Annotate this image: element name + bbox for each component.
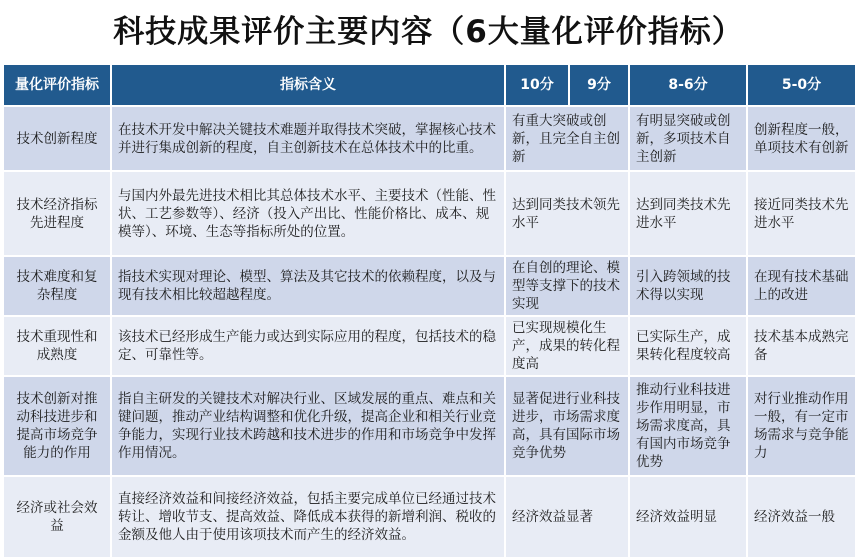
row-score-low: 技术基本成熟完备 bbox=[748, 317, 855, 375]
table-row bbox=[4, 172, 855, 255]
row-score-high: 有重大突破或创新，且完全自主创新 bbox=[506, 107, 628, 170]
table-row bbox=[4, 257, 855, 315]
table-row bbox=[4, 107, 855, 170]
row-label: 技术创新程度 bbox=[4, 107, 110, 170]
row-score-mid: 经济效益明显 bbox=[630, 477, 746, 557]
header-meaning: 指标含义 bbox=[112, 65, 504, 105]
row-meaning: 指技术实现对理论、模型、算法及其它技术的依赖程度，以及与现有技术相比较超越程度。 bbox=[112, 257, 504, 315]
row-score-mid: 已实际生产，成果转化程度较高 bbox=[630, 317, 746, 375]
row-score-low: 创新程度一般，单项技术有创新 bbox=[748, 107, 855, 170]
row-meaning: 该技术已经形成生产能力或达到实际应用的程度，包括技术的稳定、可靠性等。 bbox=[112, 317, 504, 375]
row-meaning: 与国内外最先进技术相比其总体技术水平、主要技术（性能、性状、工艺参数等）、经济（投入产出比、性能价格比、成本、规模等）、环境、生态等指标所处的位置。 bbox=[112, 172, 504, 255]
table-header-row bbox=[4, 65, 855, 105]
header-score-8-6: 8-6分 bbox=[630, 65, 746, 105]
row-meaning: 在技术开发中解决关键技术难题并取得技术突破，掌握核心技术并进行集成创新的程度，自主创新技术在总体技术中的比重。 bbox=[112, 107, 504, 170]
page-title: 科技成果评价主要内容（6大量化评价指标） bbox=[113, 14, 744, 50]
row-score-high: 达到同类技术领先水平 bbox=[506, 172, 628, 255]
row-score-mid: 引入跨领域的技术得以实现 bbox=[630, 257, 746, 315]
row-meaning: 指自主研发的关键技术对解决行业、区域发展的重点、难点和关键问题，推动产业结构调整和优化升级，提高企业和相关行业竞争能力，实现行业技术跨越和技术进步的作用和市场竞争中发挥作用情况。 bbox=[112, 377, 504, 475]
row-label: 技术经济指标先进程度 bbox=[4, 172, 110, 255]
table-row bbox=[4, 377, 855, 475]
row-score-low: 在现有技术基础上的改进 bbox=[748, 257, 855, 315]
row-score-mid: 有明显突破或创新，多项技术自主创新 bbox=[630, 107, 746, 170]
table-row bbox=[4, 477, 855, 557]
row-score-low: 对行业推动作用一般，有一定市场需求与竞争能力 bbox=[748, 377, 855, 475]
row-label: 经济或社会效益 bbox=[4, 477, 110, 557]
row-score-mid: 达到同类技术先进水平 bbox=[630, 172, 746, 255]
row-score-high: 显著促进行业科技进步，市场需求度高，具有国际市场竞争优势 bbox=[506, 377, 628, 475]
header-score-10: 10分 bbox=[506, 65, 568, 105]
row-score-low: 接近同类技术先进水平 bbox=[748, 172, 855, 255]
evaluation-table bbox=[2, 63, 857, 559]
header-score-5-0: 5-0分 bbox=[748, 65, 855, 105]
row-label: 技术重现性和成熟度 bbox=[4, 317, 110, 375]
table-row bbox=[4, 317, 855, 375]
row-label: 技术难度和复杂程度 bbox=[4, 257, 110, 315]
row-score-high: 经济效益显著 bbox=[506, 477, 628, 557]
header-indicator: 量化评价指标 bbox=[4, 65, 110, 105]
row-score-high: 在自创的理论、模型等支撑下的技术实现 bbox=[506, 257, 628, 315]
row-meaning: 直接经济效益和间接经济效益，包括主要完成单位已经通过技术转让、增收节支、提高效益、降低成本获得的新增利润、税收的金额及他人由于使用该项技术而产生的经济效益。 bbox=[112, 477, 504, 557]
row-score-mid: 推动行业科技进步作用明显，市场需求度高，具有国内市场竞争优势 bbox=[630, 377, 746, 475]
header-score-9: 9分 bbox=[570, 65, 628, 105]
row-score-high: 已实现规模化生产，成果的转化程度高 bbox=[506, 317, 628, 375]
row-label: 技术创新对推动科技进步和提高市场竞争能力的作用 bbox=[4, 377, 110, 475]
row-score-low: 经济效益一般 bbox=[748, 477, 855, 557]
